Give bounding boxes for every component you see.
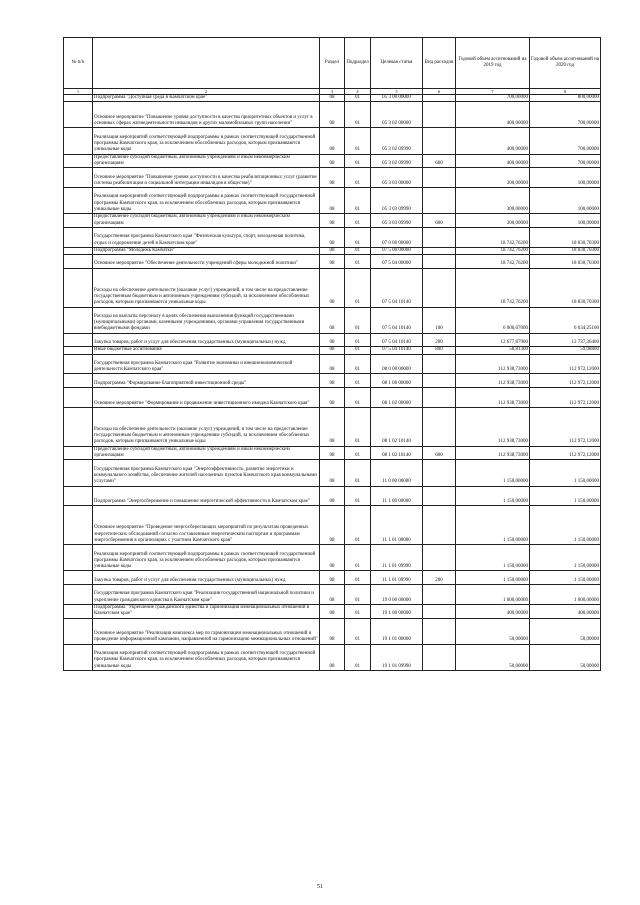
cell-vid [423,255,456,269]
table-row [64,446,601,460]
cell-tsel: 05 3 03 00000 [371,168,423,188]
cell-num [64,374,93,388]
cell-y2020: 112 972,12000 [530,407,601,446]
cell-y2019: 1 150,00000 [456,571,530,585]
cell-podrazdel: 01 [345,255,371,269]
cell-y2020: 100,00000 [530,214,601,228]
cell-vid: 600 [423,154,456,168]
cell-podrazdel: 01 [345,506,371,545]
cell-y2019: 18 742,76200 [456,227,530,247]
header-num: № п/п [64,38,93,89]
table-row [64,255,601,269]
cell-tsel: 11 0 00 00000 [371,460,423,486]
cell-podrazdel: 01 [345,545,371,571]
cell-podrazdel: 01 [345,618,371,644]
cell-tsel: 19 1 00 00000 [371,604,423,618]
cell-vid [423,388,456,408]
cell-vid [423,506,456,545]
cell-y2020: 1 150,00000 [530,460,601,486]
cell-y2020: 100,00000 [530,188,601,214]
table-row [64,374,601,388]
cell-name: Предоставление субсидий бюджетным, автономным учреждениям и иным некоммерческим организациям [93,446,320,460]
cell-razdel: 08 [320,168,345,188]
cell-y2019: 18 742,76200 [456,255,530,269]
cell-y2019: 1 150,00000 [456,460,530,486]
cell-name: Расходы на обеспечение деятельности (оказание услуг) учреждений, в том числе на предоставление государственным бюджетным и автономным учреждениям субсидий, за исключением обособленных расходов, которым присваиваются уникальные коды [93,268,320,307]
cell-razdel: 08 [320,506,345,545]
cell-razdel: 08 [320,307,345,333]
cell-tsel: 19 1 01 09990 [371,644,423,670]
cell-name: Основное мероприятие "Обеспечение деятельности учреждений сферы молодежной политики" [93,255,320,269]
cell-razdel: 08 [320,644,345,670]
cell-y2020: 50,00000 [530,618,601,644]
cell-podrazdel: 01 [345,227,371,247]
cell-y2020: 1 150,00000 [530,571,601,585]
cell-vid: 600 [423,446,456,460]
cell-y2019: 1 150,00000 [456,506,530,545]
cell-name: Государственная программа Камчатского края "Энергоэффективность, развитие энергетики и коммунального хозяйства, обеспечение жителей населенных пунктов Камчатского края коммунальными услугами" [93,460,320,486]
table-row [64,388,601,408]
cell-razdel: 08 [320,545,345,571]
table-row [64,460,601,486]
cell-y2020: 18 830,70300 [530,268,601,307]
table-row [64,407,601,446]
cell-podrazdel: 01 [345,571,371,585]
cell-y2020: 50,00000 [530,644,601,670]
document-page [63,37,600,671]
table-row [64,247,601,254]
cell-y2019: 18 742,76200 [456,247,530,254]
col-number: 7 [456,89,530,95]
cell-razdel: 08 [320,95,345,102]
cell-tsel: 11 1 01 09990 [371,545,423,571]
cell-name: Подпрограмма "Молодежь Камчатки" [93,247,320,254]
cell-num [64,460,93,486]
cell-tsel: 08 1 00 00000 [371,374,423,388]
cell-razdel: 08 [320,255,345,269]
cell-tsel: 07 5 04 00000 [371,255,423,269]
cell-name: Основное мероприятие "Проведение энергосберегающих мероприятий по результатам проведенных энергетических обследований согласно составленным энергетическим паспортам и программам энергосбережения в организациях с участием Камчатского края" [93,506,320,545]
cell-name: Закупка товаров, работ и услуг для обеспечения государственных (муниципальных) нужд [93,571,320,585]
cell-razdel: 08 [320,407,345,446]
cell-y2020: 400,00000 [530,604,601,618]
cell-razdel: 08 [320,446,345,460]
cell-tsel: 05 3 02 09990 [371,128,423,154]
cell-podrazdel: 01 [345,460,371,486]
cell-podrazdel: 01 [345,268,371,307]
cell-num [64,95,93,102]
cell-y2020: 700,00000 [530,128,601,154]
cell-razdel: 08 [320,571,345,585]
cell-tsel: 05 3 02 09990 [371,154,423,168]
cell-name: Основное мероприятие "Повышение уровня доступности в качества приоритетных объектов и услуг в основных сферах жизнедеятельности инвалидов и других маломобильных групп населения" [93,102,320,128]
cell-y2019: 50,00000 [456,644,530,670]
cell-num [64,644,93,670]
table-row [64,188,601,214]
cell-tsel: 05 3 02 00000 [371,102,423,128]
cell-razdel: 08 [320,268,345,307]
cell-vid: 800 [423,347,456,354]
table-header-row [64,38,601,89]
table-row [64,95,601,102]
cell-razdel: 08 [320,388,345,408]
cell-razdel: 08 [320,486,345,506]
cell-y2019: 1 150,00000 [456,545,530,571]
table-row [64,268,601,307]
cell-razdel: 08 [320,460,345,486]
cell-y2020: 112 972,12000 [530,388,601,408]
cell-vid [423,102,456,128]
cell-y2019: 300,00000 [456,188,530,214]
cell-y2019: 400,00000 [456,154,530,168]
cell-vid [423,268,456,307]
cell-vid [423,188,456,214]
cell-num [64,571,93,585]
cell-num [64,545,93,571]
cell-podrazdel: 01 [345,95,371,102]
header-podrazdel: Подраздел [345,38,371,89]
cell-y2020: 1 150,00000 [530,545,601,571]
table-row [64,102,601,128]
cell-razdel: 08 [320,618,345,644]
cell-vid [423,486,456,506]
header-name [93,38,320,89]
cell-razdel: 08 [320,347,345,354]
cell-y2019: 400,00000 [456,128,530,154]
cell-name: Подпрограмма "Укрепление гражданского единства и гармонизация межнациональных отношений в Камчатском крае" [93,604,320,618]
cell-num [64,354,93,374]
cell-name: Предоставление субсидий бюджетным, автономным учреждениям и иным некоммерческим организациям [93,214,320,228]
cell-name: Основное мероприятие "Повышение уровня доступности в качества реабилитационных услуг (развитие системы реабилитации и социальной интеграции инвалидов в обществе)" [93,168,320,188]
table-row [64,585,601,605]
cell-name: Государственная программа Камчатского края "Развитие экономики и внешнеэкономической деятельности Камчатского края" [93,354,320,374]
cell-razdel: 08 [320,354,345,374]
cell-name: Государственная программа Камчатского края "Физическая культура, спорт, молодежная политика, отдых и оздоровление детей в Камчатском крае" [93,227,320,247]
cell-name: Реализация мероприятий соответствующей подпрограммы в рамках соответствующей государственной программы Камчатского края, за исключением обособленных расходов, которым присваиваются уникальные коды [93,644,320,670]
cell-vid [423,247,456,254]
cell-podrazdel: 01 [345,214,371,228]
cell-y2020: 112 972,12000 [530,354,601,374]
cell-y2019: 112 938,73000 [456,446,530,460]
cell-podrazdel: 01 [345,486,371,506]
cell-vid: 100 [423,307,456,333]
cell-tsel: 08 1 02 10140 [371,407,423,446]
cell-tsel: 08 0 00 00000 [371,354,423,374]
cell-num [64,188,93,214]
cell-tsel: 07 5 04 10140 [371,333,423,347]
cell-num [64,247,93,254]
cell-num [64,307,93,333]
cell-tsel: 19 1 01 00000 [371,618,423,644]
cell-name: Расходы на обеспечение деятельности (оказание услуг) учреждений, в том числе на предоставление государственным бюджетным и автономным учреждениям субсидий, за исключением обособленных расходов, которым присваиваются уникальные коды [93,407,320,446]
cell-vid [423,618,456,644]
cell-razdel: 08 [320,214,345,228]
cell-y2020: 700,00000 [530,102,601,128]
cell-num [64,604,93,618]
cell-num [64,168,93,188]
cell-name: Закупка товаров, работ и услуг для обеспечения государственных (муниципальных) нужд [93,333,320,347]
cell-tsel: 07 5 04 10140 [371,307,423,333]
cell-podrazdel: 01 [345,128,371,154]
cell-num [64,255,93,269]
cell-podrazdel: 01 [345,188,371,214]
cell-vid [423,407,456,446]
table-row [64,604,601,618]
cell-y2020: 112 972,12000 [530,374,601,388]
col-number: 5 [371,89,423,95]
cell-razdel: 08 [320,247,345,254]
cell-y2019: 1 000,00000 [456,585,530,605]
cell-y2019: 112 938,73000 [456,407,530,446]
cell-razdel: 08 [320,333,345,347]
cell-name: Основное мероприятие "Реализация комплекса мер по гармонизации межнациональных отношений и проведение информационной кампании, направленной на гармонизацию межнациональных отношений" [93,618,320,644]
cell-vid [423,460,456,486]
header-tsel: Целевая статья [371,38,423,89]
cell-y2020: 18 830,70300 [530,255,601,269]
cell-y2019: 112 938,73000 [456,354,530,374]
cell-name: Реализация мероприятий соответствующей подпрограммы в рамках соответствующей государственной программы Камчатского края, за исключением обособленных расходов, которым присваиваются уникальные коды [93,128,320,154]
cell-tsel: 11 1 00 00000 [371,486,423,506]
cell-tsel: 08 1 02 10140 [371,446,423,460]
cell-y2020: 112 972,12000 [530,446,601,460]
cell-vid: 600 [423,214,456,228]
cell-y2020: 18 830,70300 [530,227,601,247]
cell-name: Предоставление субсидий бюджетным, автономным учреждениям и иным некоммерческим организациям [93,154,320,168]
cell-podrazdel: 01 [345,374,371,388]
cell-razdel: 08 [320,227,345,247]
cell-y2020: 1 150,00000 [530,486,601,506]
cell-vid: 200 [423,571,456,585]
cell-y2019: 18 742,76200 [456,268,530,307]
cell-y2019: 700,00000 [456,95,530,102]
cell-y2019: 50,00000 [456,618,530,644]
cell-y2019: 300,00000 [456,168,530,188]
cell-tsel: 08 1 02 00000 [371,388,423,408]
cell-razdel: 08 [320,154,345,168]
cell-name: Расходы на выплаты персоналу в целях обеспечения выполнения функций государственными (муниципальными) органами, казенными учреждениями, органами управления государственными внебюджетными фондами [93,307,320,333]
cell-tsel: 07 5 04 10140 [371,347,423,354]
cell-name: Государственная программа Камчатского края "Реализация государственной национальной политики и укрепление гражданского единства в Камчатском крае" [93,585,320,605]
table-row [64,168,601,188]
budget-table [63,37,601,671]
cell-name: Реализация мероприятий соответствующей подпрограммы в рамках соответствующей государственной программы Камчатского края, за исключением обособленных расходов, которым присваиваются уникальные коды [93,545,320,571]
cell-num [64,446,93,460]
cell-vid [423,545,456,571]
cell-name: Основное мероприятие "Формирование и продвижение инвестиционного имиджа Камчатского края" [93,388,320,408]
cell-num [64,585,93,605]
col-number: 8 [530,89,601,95]
cell-tsel: 07 0 00 00000 [371,227,423,247]
cell-num [64,388,93,408]
table-row [64,154,601,168]
table-row [64,307,601,333]
cell-podrazdel: 01 [345,585,371,605]
cell-podrazdel: 01 [345,604,371,618]
cell-y2019: 112 938,73000 [456,374,530,388]
table-row [64,214,601,228]
col-number: 2 [93,89,320,95]
cell-y2020: 18 830,70300 [530,247,601,254]
cell-tsel: 05 3 03 09990 [371,188,423,214]
cell-vid: 200 [423,333,456,347]
header-razdel: Раздел [320,38,345,89]
cell-name: Реализация мероприятий соответствующей подпрограммы в рамках соответствующей государственной программы Камчатского края, за исключением обособленных расходов, которым присваиваются уникальные коды [93,188,320,214]
cell-podrazdel: 01 [345,168,371,188]
col-number: 3 [320,89,345,95]
cell-tsel: 11 1 01 09990 [371,571,423,585]
col-number: 1 [64,89,93,95]
cell-razdel: 08 [320,102,345,128]
cell-vid [423,128,456,154]
table-row [64,644,601,670]
cell-tsel: 07 5 04 10140 [371,268,423,307]
table-row [64,227,601,247]
cell-vid [423,227,456,247]
header-2020: Годовой объем ассигнований на 2020 год [530,38,601,89]
cell-razdel: 08 [320,604,345,618]
cell-vid [423,95,456,102]
table-row [64,333,601,347]
table-row [64,486,601,506]
cell-razdel: 08 [320,585,345,605]
cell-y2019: 6 006,07000 [456,307,530,333]
cell-num [64,214,93,228]
cell-podrazdel: 01 [345,154,371,168]
cell-podrazdel: 01 [345,247,371,254]
cell-vid [423,374,456,388]
cell-y2020: 700,00000 [530,154,601,168]
cell-podrazdel: 01 [345,354,371,374]
cell-name: Подпрограмма "Формирование благоприятной инвестиционной среды" [93,374,320,388]
cell-podrazdel: 01 [345,102,371,128]
table-row [64,545,601,571]
cell-num [64,227,93,247]
cell-y2019: 1 150,00000 [456,486,530,506]
cell-tsel: 11 1 01 00000 [371,506,423,545]
cell-y2020: 1 150,00000 [530,506,601,545]
cell-num [64,333,93,347]
cell-podrazdel: 01 [345,333,371,347]
header-2019: Годовой объем ассигнований на 2019 год [456,38,530,89]
cell-y2020: 6 034,25100 [530,307,601,333]
table-row [64,128,601,154]
table-row [64,618,601,644]
cell-num [64,506,93,545]
cell-tsel: 05 3 03 09990 [371,214,423,228]
cell-podrazdel: 01 [345,307,371,333]
col-number: 6 [423,89,456,95]
cell-podrazdel: 01 [345,446,371,460]
cell-y2019: 400,00000 [456,102,530,128]
header-vid: Вид расходов [423,38,456,89]
cell-vid [423,354,456,374]
cell-tsel: 19 0 00 00000 [371,585,423,605]
cell-num [64,102,93,128]
cell-vid [423,644,456,670]
cell-name: Подпрограмма "Доступная среда в Камчатском крае" [93,95,320,102]
cell-y2020: 12 737,36400 [530,333,601,347]
cell-num [64,486,93,506]
table-row [64,347,601,354]
cell-y2019: 58,81300 [456,347,530,354]
cell-y2019: 400,00000 [456,604,530,618]
table-row [64,506,601,545]
cell-razdel: 08 [320,128,345,154]
cell-tsel: 05 3 00 00000 [371,95,423,102]
cell-num [64,407,93,446]
cell-name: Подпрограмма "Энергосбережение и повышение энергетической эффективности в Камчатском крае" [93,486,320,506]
table-row [64,354,601,374]
cell-vid [423,168,456,188]
cell-y2020: 800,00000 [530,95,601,102]
cell-podrazdel: 01 [345,347,371,354]
cell-num [64,268,93,307]
cell-y2019: 300,00000 [456,214,530,228]
cell-y2020: 59,08800 [530,347,601,354]
cell-num [64,154,93,168]
table-row [64,571,601,585]
cell-y2020: 100,00000 [530,168,601,188]
page-number: 51 [317,884,323,890]
cell-num [64,618,93,644]
cell-razdel: 08 [320,374,345,388]
cell-razdel: 08 [320,188,345,214]
cell-name: Иные бюджетные ассигнования [93,347,320,354]
cell-podrazdel: 01 [345,407,371,446]
cell-tsel: 07 5 00 00000 [371,247,423,254]
cell-vid [423,585,456,605]
cell-y2019: 12 677,87900 [456,333,530,347]
cell-num [64,128,93,154]
cell-podrazdel: 01 [345,644,371,670]
cell-podrazdel: 01 [345,388,371,408]
cell-vid [423,604,456,618]
cell-y2019: 112 938,73000 [456,388,530,408]
cell-y2020: 1 000,00000 [530,585,601,605]
cell-num [64,347,93,354]
col-number: 4 [345,89,371,95]
